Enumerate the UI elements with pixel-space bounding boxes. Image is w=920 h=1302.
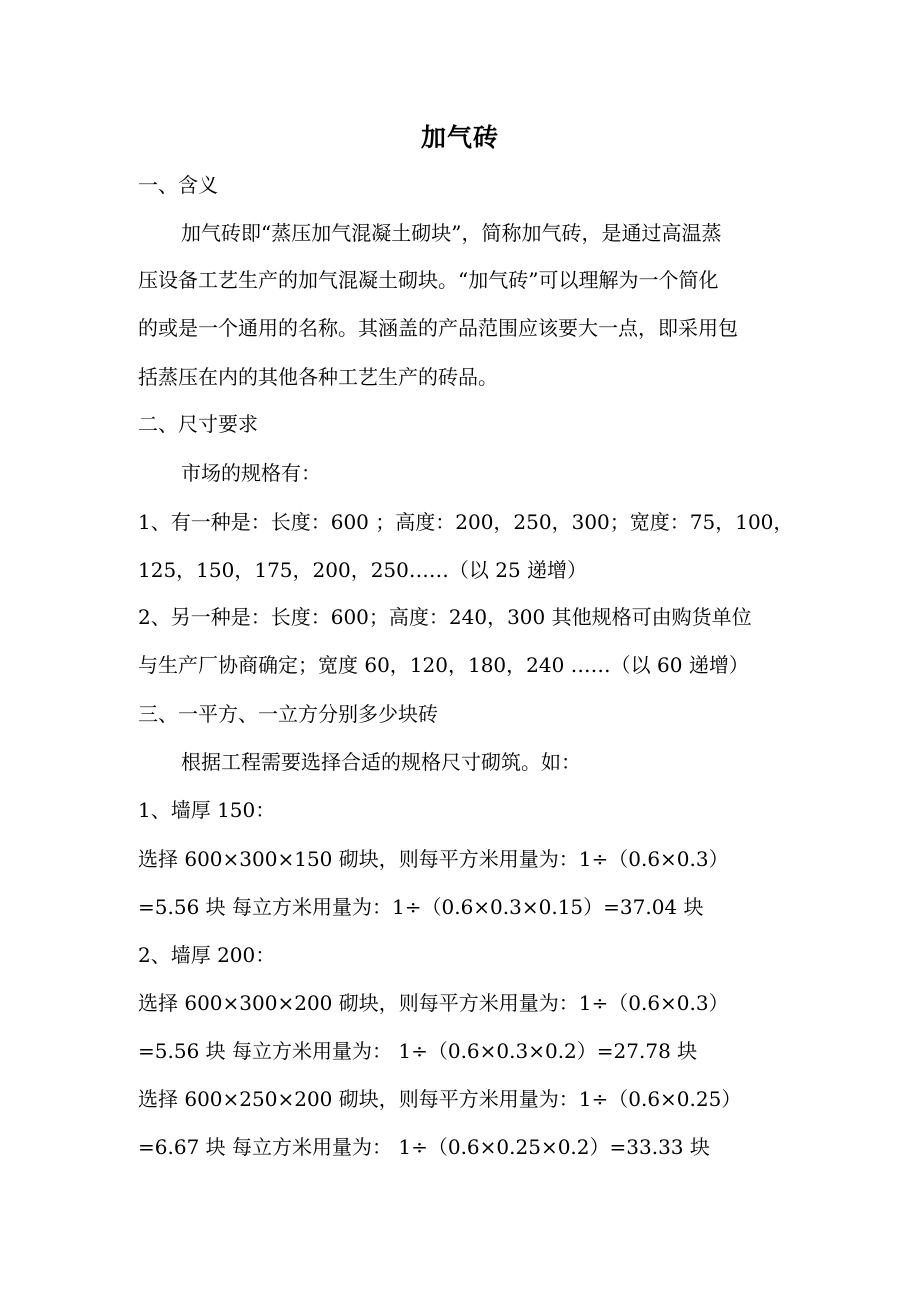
quantity-line-8: =6.67 块 每立方米用量为： 1÷（0.6×0.25×0.2）=33.33 块 xyxy=(138,1135,710,1159)
quantity-line-6: =5.56 块 每立方米用量为： 1÷（0.6×0.3×0.2）=27.78 块 xyxy=(138,1039,698,1063)
quantity-line-5: 选择 600×300×200 砌块，则每平方米用量为：1÷（0.6×0.3） xyxy=(138,991,729,1015)
quantity-line-4: 2、墙厚 200： xyxy=(138,943,276,967)
size-line-1: 1、有一种是：长度：600 ；高度：200，250，300；宽度：75，100， xyxy=(138,510,794,534)
size-line-2: 125，150，175，200，250……（以 25 递增） xyxy=(138,558,588,582)
quantity-line-3: =5.56 块 每立方米用量为：1÷（0.6×0.3×0.15）=37.04 块 xyxy=(138,895,704,919)
size-line-3: 2、另一种是：长度：600；高度：240，300 其他规格可由购货单位 xyxy=(138,605,752,629)
meaning-paragraph-line-1: 加气砖即“蒸压加气混凝土砌块”，简称加气砖，是通过高温蒸 xyxy=(181,221,722,245)
meaning-paragraph-line-2: 压设备工艺生产的加气混凝土砌块。“加气砖”可以理解为一个简化 xyxy=(138,268,719,292)
section-heading-quantity: 三、一平方、一立方分别多少块砖 xyxy=(138,702,438,726)
size-intro: 市场的规格有： xyxy=(181,461,321,485)
size-line-4: 与生产厂协商确定；宽度 60，120，180，240 ……（以 60 递增） xyxy=(138,653,749,677)
meaning-paragraph-line-3: 的或是一个通用的名称。其涵盖的产品范围应该要大一点，即采用包 xyxy=(138,316,738,340)
section-heading-meaning: 一、含义 xyxy=(138,173,218,197)
quantity-line-1: 1、墙厚 150： xyxy=(138,798,276,822)
quantity-line-7: 选择 600×250×200 砌块，则每平方米用量为：1÷（0.6×0.25） xyxy=(138,1087,742,1111)
meaning-paragraph-line-4: 括蒸压在内的其他各种工艺生产的砖品。 xyxy=(138,365,498,389)
section-heading-size: 二、尺寸要求 xyxy=(138,412,258,436)
document-title: 加气砖 xyxy=(420,123,499,152)
quantity-intro: 根据工程需要选择合适的规格尺寸砌筑。如： xyxy=(181,750,581,774)
quantity-line-2: 选择 600×300×150 砌块，则每平方米用量为：1÷（0.6×0.3） xyxy=(138,847,729,871)
